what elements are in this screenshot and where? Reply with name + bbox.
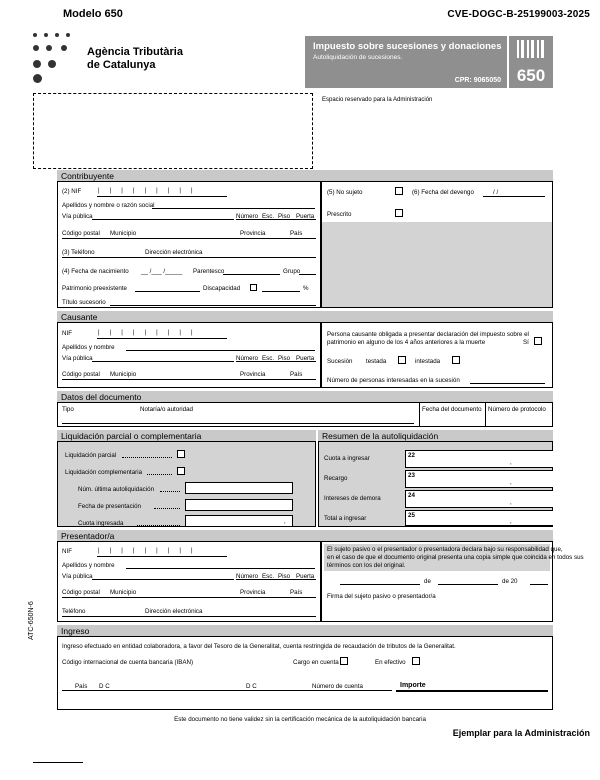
presentador-nif-input[interactable]: | | | | | | | | | [98, 548, 197, 554]
iban-label: Código internacional de cuenta bancaria (IBAN) [62, 659, 194, 666]
contribuyente-titulo-label: Título sucesorio [62, 299, 106, 306]
contribuyente-cp-label: Código postal [62, 230, 100, 237]
causante-si-checkbox[interactable] [534, 337, 542, 345]
presentador-apellidos-label: Apellidos y nombre [62, 562, 115, 569]
contribuyente-band-label: Contribuyente [61, 171, 114, 181]
presentador-municipio-label: Municipio [110, 589, 137, 596]
contribuyente-puerta-label: Puerta [296, 213, 315, 220]
liquidacion-parcial-label: Liquidación parcial [65, 452, 117, 459]
contribuyente-via-label: Vía pública [62, 213, 93, 220]
num-ultima-label: Núm. última autoliquidación [78, 486, 155, 493]
documento-band-label: Datos del documento [61, 392, 142, 402]
intestada-checkbox[interactable] [452, 356, 460, 364]
causante-apellidos-input[interactable] [126, 350, 315, 351]
presentador-piso-label: Piso [278, 573, 291, 580]
ingreso-band-label: Ingreso [61, 626, 90, 636]
causante-obligada-line1: Persona causante obligada a presentar declaración del impuesto sobre el [327, 331, 529, 338]
side-code: ATC-650N-6 [28, 601, 35, 640]
presentador-cp-input[interactable] [62, 597, 316, 598]
firma-label: Firma del sujeto pasivo o presentador/a [327, 593, 436, 600]
resumen-row-2-input[interactable] [405, 490, 553, 508]
num-cuenta-label: Número de cuenta [312, 683, 363, 690]
presentador-esc-label: Esc. [262, 573, 275, 580]
presentador-via-label: Vía pública [62, 573, 93, 580]
presentador-band-label: Presentador/a [61, 531, 115, 541]
documento-protocolo-label: Número de protocolo [488, 406, 546, 413]
resumen-row-0-input[interactable] [405, 450, 553, 468]
barcode-logo-icon [517, 40, 545, 58]
form-code-box [509, 36, 553, 88]
iban-input[interactable] [62, 690, 392, 691]
efectivo-label: En efectivo [375, 659, 406, 666]
contribuyente-fechanac-label: (4) Fecha de nacimiento [62, 268, 129, 275]
resumen-row-3-label: Total a ingresar [324, 515, 367, 522]
tax-subtitle: Autoliquidación de sucesiones. [313, 54, 403, 61]
causante-puerta-label: Puerta [296, 355, 315, 362]
resumen-row-1-comma: , [510, 479, 512, 486]
contribuyente-discapacidad-input[interactable] [262, 291, 300, 292]
presentador-numero-input[interactable] [236, 579, 316, 580]
form-code: 650 [516, 66, 546, 85]
presentador-de2-label: de 20 [502, 578, 518, 585]
contribuyente-nif-label: (2) NIF [62, 188, 82, 195]
resumen-row-2-num: 24 [408, 492, 415, 499]
efectivo-checkbox[interactable] [412, 657, 420, 665]
num-personas-label: Número de personas interesadas en la sucesión [327, 377, 460, 384]
resumen-band-label: Resumen de la autoliquidación [322, 431, 439, 441]
agency-logo [33, 30, 313, 80]
causante-apellidos-label: Apellidos y nombre [62, 344, 115, 351]
presentador-month-input[interactable] [438, 584, 498, 585]
causante-municipio-label: Municipio [110, 371, 137, 378]
presentador-telefono-label: Teléfono [62, 608, 86, 615]
presentador-de1-label: de [424, 578, 431, 585]
agency-name [87, 46, 183, 72]
liquidacion-band-label: Liquidación parcial o complementaria [61, 431, 202, 441]
num-ultima-input[interactable] [185, 482, 293, 494]
testada-checkbox[interactable] [398, 356, 406, 364]
contribuyente-discapacidad-label: Discapacidad [203, 285, 241, 292]
tax-title-box [305, 36, 507, 88]
resumen-row-3-input[interactable] [405, 510, 553, 526]
contribuyente-grupo-label: Grupo [283, 268, 301, 275]
presentador-decl-line2: en el caso de que el documento original presenta una copia simple que coincida en todos sus [327, 554, 584, 561]
presentador-email-label: Dirección electrónica [145, 608, 203, 615]
causante-via-input[interactable] [92, 361, 234, 362]
contribuyente-provincia-label: Provincia [240, 230, 266, 237]
fecha-presentacion-label: Fecha de presentación [78, 503, 141, 510]
contribuyente-discapacidad-checkbox[interactable] [250, 284, 257, 291]
fecha-devengo-label: (6) Fecha del devengo [412, 189, 474, 196]
contribuyente-esc-label: Esc. [262, 213, 275, 220]
intestada-label: intestada [415, 358, 441, 365]
prescrito-checkbox[interactable] [395, 209, 403, 217]
num-personas-input[interactable] [470, 383, 545, 384]
copy-label: Ejemplar para la Administración [452, 728, 590, 738]
contribuyente-nif-input[interactable]: | | | | | | | | | [98, 188, 197, 194]
admin-reserved-area [33, 93, 313, 169]
causante-nif-label: NIF [62, 330, 72, 337]
cargo-cuenta-checkbox[interactable] [340, 657, 348, 665]
contribuyente-parentesco-label: Parentesco [193, 268, 225, 275]
presentador-decl-line1: El sujeto pasivo o el presentador o presentadora declara bajo su responsabilidad que, [327, 546, 563, 553]
resumen-row-2-label: Intereses de demora [324, 495, 381, 502]
page-header [0, 0, 600, 26]
iban-dc1-label: D C [99, 683, 110, 690]
presentador-place-input[interactable] [340, 584, 420, 585]
prescrito-label: Prescrito [327, 211, 352, 218]
cve-code: CVE-DOGC-B-25199003-2025 [447, 9, 590, 20]
resumen-row-1-label: Recargo [324, 475, 348, 482]
cuota-ingresada-label: Cuota ingresada [78, 520, 124, 527]
presentador-puerta-label: Puerta [296, 573, 315, 580]
resumen-row-3-num: 25 [408, 512, 415, 519]
footer-note: Este documento no tiene validez sin la certificación mecánica de la autoliquidación bancaria [174, 716, 426, 723]
agency-name-line2: de Catalunya [87, 59, 156, 71]
causante-numero-label: Número [236, 355, 259, 362]
cargo-cuenta-label: Cargo en cuenta [293, 659, 339, 666]
contribuyente-parentesco-input[interactable] [223, 274, 280, 275]
tax-title: Impuesto sobre sucesiones y donaciones [313, 41, 502, 52]
cut-line [33, 762, 83, 763]
sucesion-label: Sucesión [327, 358, 353, 365]
ingreso-band [57, 625, 553, 636]
contribuyente-apellidos-label: Apellidos y nombre o razón social [62, 202, 155, 209]
causante-obligada-line2: patrimonio en alguno de los 4 años anteriores a la muerte [327, 339, 486, 346]
presentador-via-input[interactable] [92, 579, 234, 580]
contribuyente-shaded-area [322, 222, 552, 307]
causante-band [57, 311, 553, 322]
contribuyente-via-input[interactable] [92, 219, 234, 220]
contribuyente-telefono-label: (3) Teléfono [62, 249, 95, 256]
causante-cp-label: Código postal [62, 371, 100, 378]
presentador-email-input[interactable] [62, 616, 316, 617]
documento-tipo-input[interactable] [62, 423, 414, 424]
contribuyente-piso-label: Piso [278, 213, 291, 220]
documento-notaria-label: Notaría/o autoridad [140, 406, 193, 413]
contribuyente-cp-input[interactable] [62, 238, 316, 239]
presentador-cp-label: Código postal [62, 589, 100, 596]
resumen-row-0-num: 22 [408, 452, 415, 459]
model-title: Modelo 650 [63, 8, 123, 20]
fecha-presentacion-input[interactable] [185, 499, 293, 511]
contribuyente-apellidos-input[interactable] [152, 208, 315, 209]
presentador-year-input[interactable] [530, 584, 548, 585]
importe-input[interactable] [396, 690, 548, 692]
ingreso-text: Ingreso efectuado en entidad colaboradora, a favor del Tesoro de la Generalitat, cuenta restringida de recaudación de tributos de la Generalitat. [62, 643, 456, 650]
resumen-row-1-input[interactable] [405, 470, 553, 488]
liquidacion-complementaria-checkbox[interactable] [177, 467, 185, 475]
contribuyente-grupo-input[interactable] [299, 274, 316, 275]
admin-reserved-label: Espacio reservado para la Administración [322, 97, 433, 103]
causante-nif-input[interactable]: | | | | | | | | | [98, 330, 197, 336]
causante-esc-label: Esc. [262, 355, 275, 362]
no-sujeto-label: (5) No sujeto [327, 189, 363, 196]
resumen-row-1-num: 23 [408, 472, 415, 479]
presentador-nif-label: NIF [62, 548, 72, 555]
presentador-numero-label: Número [236, 573, 259, 580]
causante-numero-input[interactable] [236, 361, 316, 362]
presentador-provincia-label: Provincia [240, 589, 266, 596]
presentador-apellidos-input[interactable] [126, 568, 315, 569]
contribuyente-email-label: Dirección electrónica [145, 249, 203, 256]
presentador-band [57, 530, 553, 541]
causante-pais-label: País [290, 371, 303, 378]
contribuyente-titulo-input[interactable] [110, 305, 316, 306]
contribuyente-numero-label: Número [236, 213, 259, 220]
contribuyente-patrimonio-input[interactable] [135, 291, 200, 292]
resumen-row-0-label: Cuota a ingresar [324, 455, 370, 462]
contribuyente-percent-label: % [303, 285, 309, 292]
contribuyente-telefono-input[interactable] [62, 257, 316, 258]
causante-cp-input[interactable] [62, 379, 316, 380]
contribuyente-pais-label: País [290, 230, 303, 237]
presentador-pais-label: País [290, 589, 303, 596]
resumen-row-3-comma: , [510, 518, 512, 525]
resumen-row-0-comma: , [510, 459, 512, 466]
no-sujeto-checkbox[interactable] [395, 187, 403, 195]
causante-piso-label: Piso [278, 355, 291, 362]
cpr-code: CPR: 9065050 [454, 77, 501, 84]
cuota-ingresada-input[interactable] [185, 515, 293, 527]
causante-provincia-label: Provincia [240, 371, 266, 378]
causante-si-label: Sí [523, 339, 529, 346]
documento-fecha-label: Fecha del documento [422, 406, 482, 413]
contribuyente-numero-input[interactable] [236, 219, 316, 220]
contribuyente-band [57, 170, 553, 181]
causante-via-label: Vía pública [62, 355, 93, 362]
fecha-devengo-input[interactable]: / / [493, 189, 499, 196]
contribuyente-municipio-label: Municipio [110, 230, 137, 237]
testada-label: testada [366, 358, 387, 365]
liquidacion-complementaria-label: Liquidación complementaria [65, 469, 143, 476]
iban-dc2-label: D C [246, 683, 257, 690]
cuota-ingresada-comma: , [284, 518, 286, 525]
resumen-row-2-comma: , [510, 499, 512, 506]
liquidacion-parcial-checkbox[interactable] [177, 450, 185, 458]
contribuyente-fechanac-slashes[interactable]: __ /___ /_____ [141, 268, 183, 275]
agency-name-line1: Agència Tributària [87, 46, 183, 58]
documento-tipo-label: Tipo [62, 406, 74, 413]
importe-label: Importe [400, 682, 426, 689]
contribuyente-patrimonio-label: Patrimonio preexistente [62, 285, 128, 292]
iban-pais-label: País [75, 683, 88, 690]
presentador-decl-line3: términos con los del original. [327, 562, 406, 569]
causante-band-label: Causante [61, 312, 98, 322]
